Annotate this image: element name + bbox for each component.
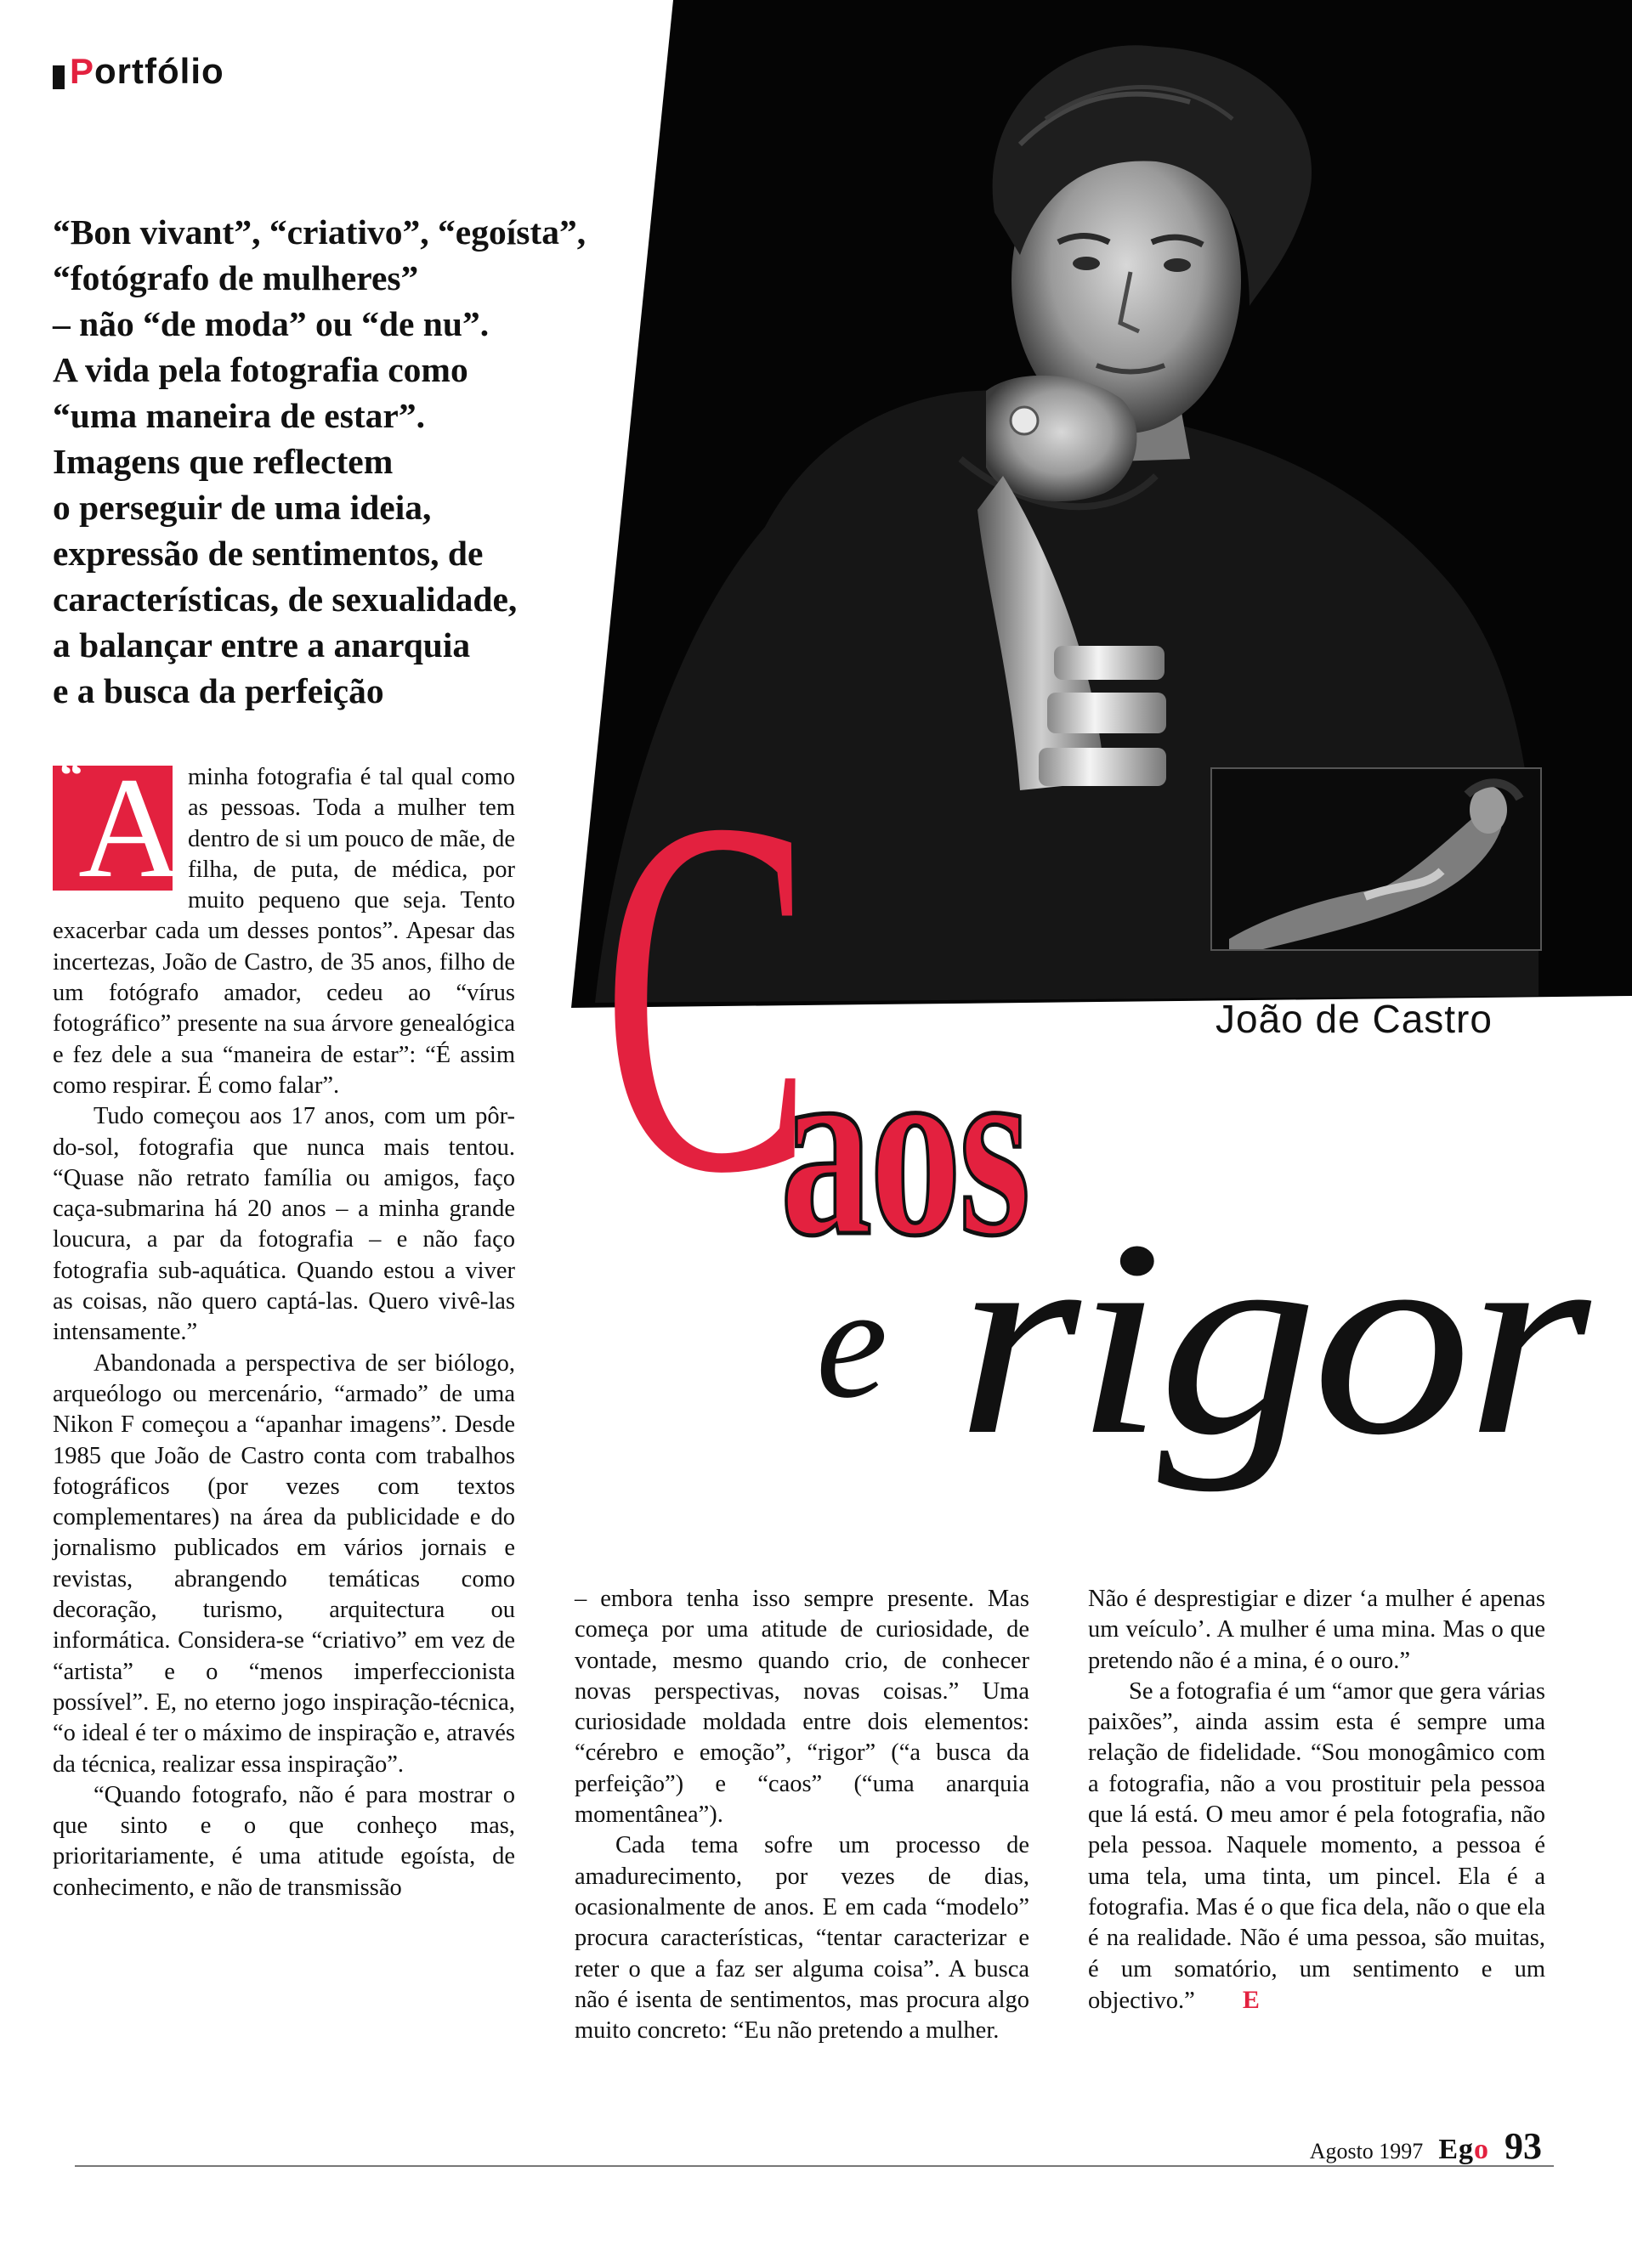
article-paragraph: – embora tenha isso sempre presente. Mas começa por uma atitude de curiosidade, de vontade, mesmo quando crio, de conhecer novas perspectivas, novas coisas.” Uma curiosidade moldada entre dois elementos: “cérebro e emoção”, “rigor” (“a busca da perfeição”) e “caos” (“uma anarquia momentânea”). (575, 1586, 1029, 1829)
drop-cap-quote: “ (60, 749, 83, 802)
logo-accent: o (1474, 2134, 1489, 2165)
standfirst-line: “Bon vivant”, “criativo”, “egoísta”, (53, 212, 586, 252)
article-paragraph: Cada tema sofre um processo de amadurecimento, por vezes de dias, ocasionalmente de anos. E em cada “modelo” procura características, “tentar caracterizar e reter o que a faz ser alguma coisa”. A busca não é isenta de sentimentos, mas procura algo muito concreto: “Eu não pretendo a mulher. (575, 1832, 1029, 2045)
standfirst-line: características, de sexualidade, (53, 580, 518, 619)
section-label: ortfólio (94, 51, 224, 91)
article-paragraph: Tudo começou aos 17 anos, com um pôr-do-sol, fotografia que nunca mais tentou. “Quase não retrato família ou amigos, faço caça-submarina há 20 anos – a minha grande loucura, a par da fotografia – e não faço fotografia sub-aquática. Quando estou a viver as coisas, não quero captá-las. Quero vivê-las intensamente.” (53, 1103, 515, 1346)
standfirst-line: o perseguir de uma ideia, (53, 488, 432, 527)
standfirst-line: A vida pela fotografia como (53, 350, 468, 389)
article-column-3 (1088, 1584, 1545, 2016)
paragraph-text: minha fotografia é tal qual como as pessoas. Toda a mulher tem dentro de si um pouco de mãe, de filha, de puta, de médica, por muito pequeno que seja. Tento exacerbar cada um desses pontos”. Apesar das incertezas, João de Castro, de 35 anos, filho de um fotógrafo amador, cedeu ao “vírus fotográfico” presente na sua árvore genealógica e fez dele a sua “maneira de estar”: “É assim como respirar. É como falar”. (53, 764, 515, 1099)
section-initial: P (70, 51, 95, 91)
standfirst-line: e a busca da perfeição (53, 671, 384, 710)
page-number: 93 (1504, 2125, 1542, 2167)
photo-credit: João de Castro (1216, 997, 1493, 1041)
standfirst-line: expressão de sentimentos, de (53, 534, 484, 573)
article-paragraph (1088, 1677, 1545, 2016)
standfirst-line: a balançar entre a anarquia (53, 625, 471, 665)
title-initial: C (602, 713, 813, 1278)
page-footer (1310, 2124, 1542, 2168)
article-paragraph: “Quando fotografo, não é para mostrar o que sinto e o que conheço mas, prioritariamente, é uma atitude egoísta, de conhecimento, e não de transmissão (53, 1781, 515, 1901)
logo-text: Eg (1438, 2134, 1474, 2165)
standfirst-line: “uma maneira de estar”. (53, 396, 425, 435)
title-word-e: e (816, 1253, 888, 1432)
article-column-1 (53, 748, 515, 1903)
magazine-logo (1438, 2134, 1489, 2166)
inset-photo (1210, 767, 1542, 951)
standfirst-line: – não “de moda” ou “de nu”. (53, 304, 490, 343)
standfirst (53, 209, 648, 714)
standfirst-line: Imagens que reflectem (53, 442, 394, 481)
paragraph-text: Se a fotografia é um “amor que gera várias paixões”, ainda assim esta é sempre uma relação de fidelidade. “Sou monogâmico com a fotografia, não a vou prostituir pela pessoa que lá está. O meu amor é pela fotografia, não pela pessoa. Naquele momento, a pessoa é uma tela, uma tinta, um pincel. Ela é a fotografia. Mas é o que fica dela, não o que ela é na realidade. Não é uma pessoa, são muitas, é um somatório, um sentimento e um objectivo.” (1088, 1677, 1545, 2014)
article-paragraph (53, 748, 515, 1101)
title-word-rigor: rigor (956, 1183, 1585, 1493)
article-paragraph: Não é desprestigiar e dizer ‘a mulher é apenas um veículo’. A mulher é uma mina. Mas o que pretendo não é a mina, é o ouro.” (1088, 1586, 1545, 1674)
end-mark: E (1242, 1985, 1260, 2014)
drop-cap-letter: A (78, 748, 183, 908)
issue-date: Agosto 1997 (1309, 2139, 1424, 2163)
title-word-caos: aos (780, 1006, 1028, 1288)
article-paragraph: Abandonada a perspectiva de ser biólogo, arqueólogo ou mercenário, “armado” de uma Nikon F começou a “apanhar imagens”. Desde 1985 que João de Castro conta com trabalhos fotográficos (por vezes com textos complementares) na área da publicidade e do jornalismo publicados em vários jornais e revistas, abrangendo temáticas como decoração, turismo, arquitectura ou informática. Considera-se “criativo” em vez de “artista” e o “menos imperfeccionista possível”. E, no eterno jogo inspiração-técnica, “o ideal é ter o máximo de inspiração e, através da técnica, realizar essa inspiração”. (53, 1349, 515, 1778)
drop-cap (53, 748, 183, 908)
standfirst-line: “fotógrafo de mulheres” (53, 258, 419, 297)
article-column-2 (575, 1584, 1029, 2046)
